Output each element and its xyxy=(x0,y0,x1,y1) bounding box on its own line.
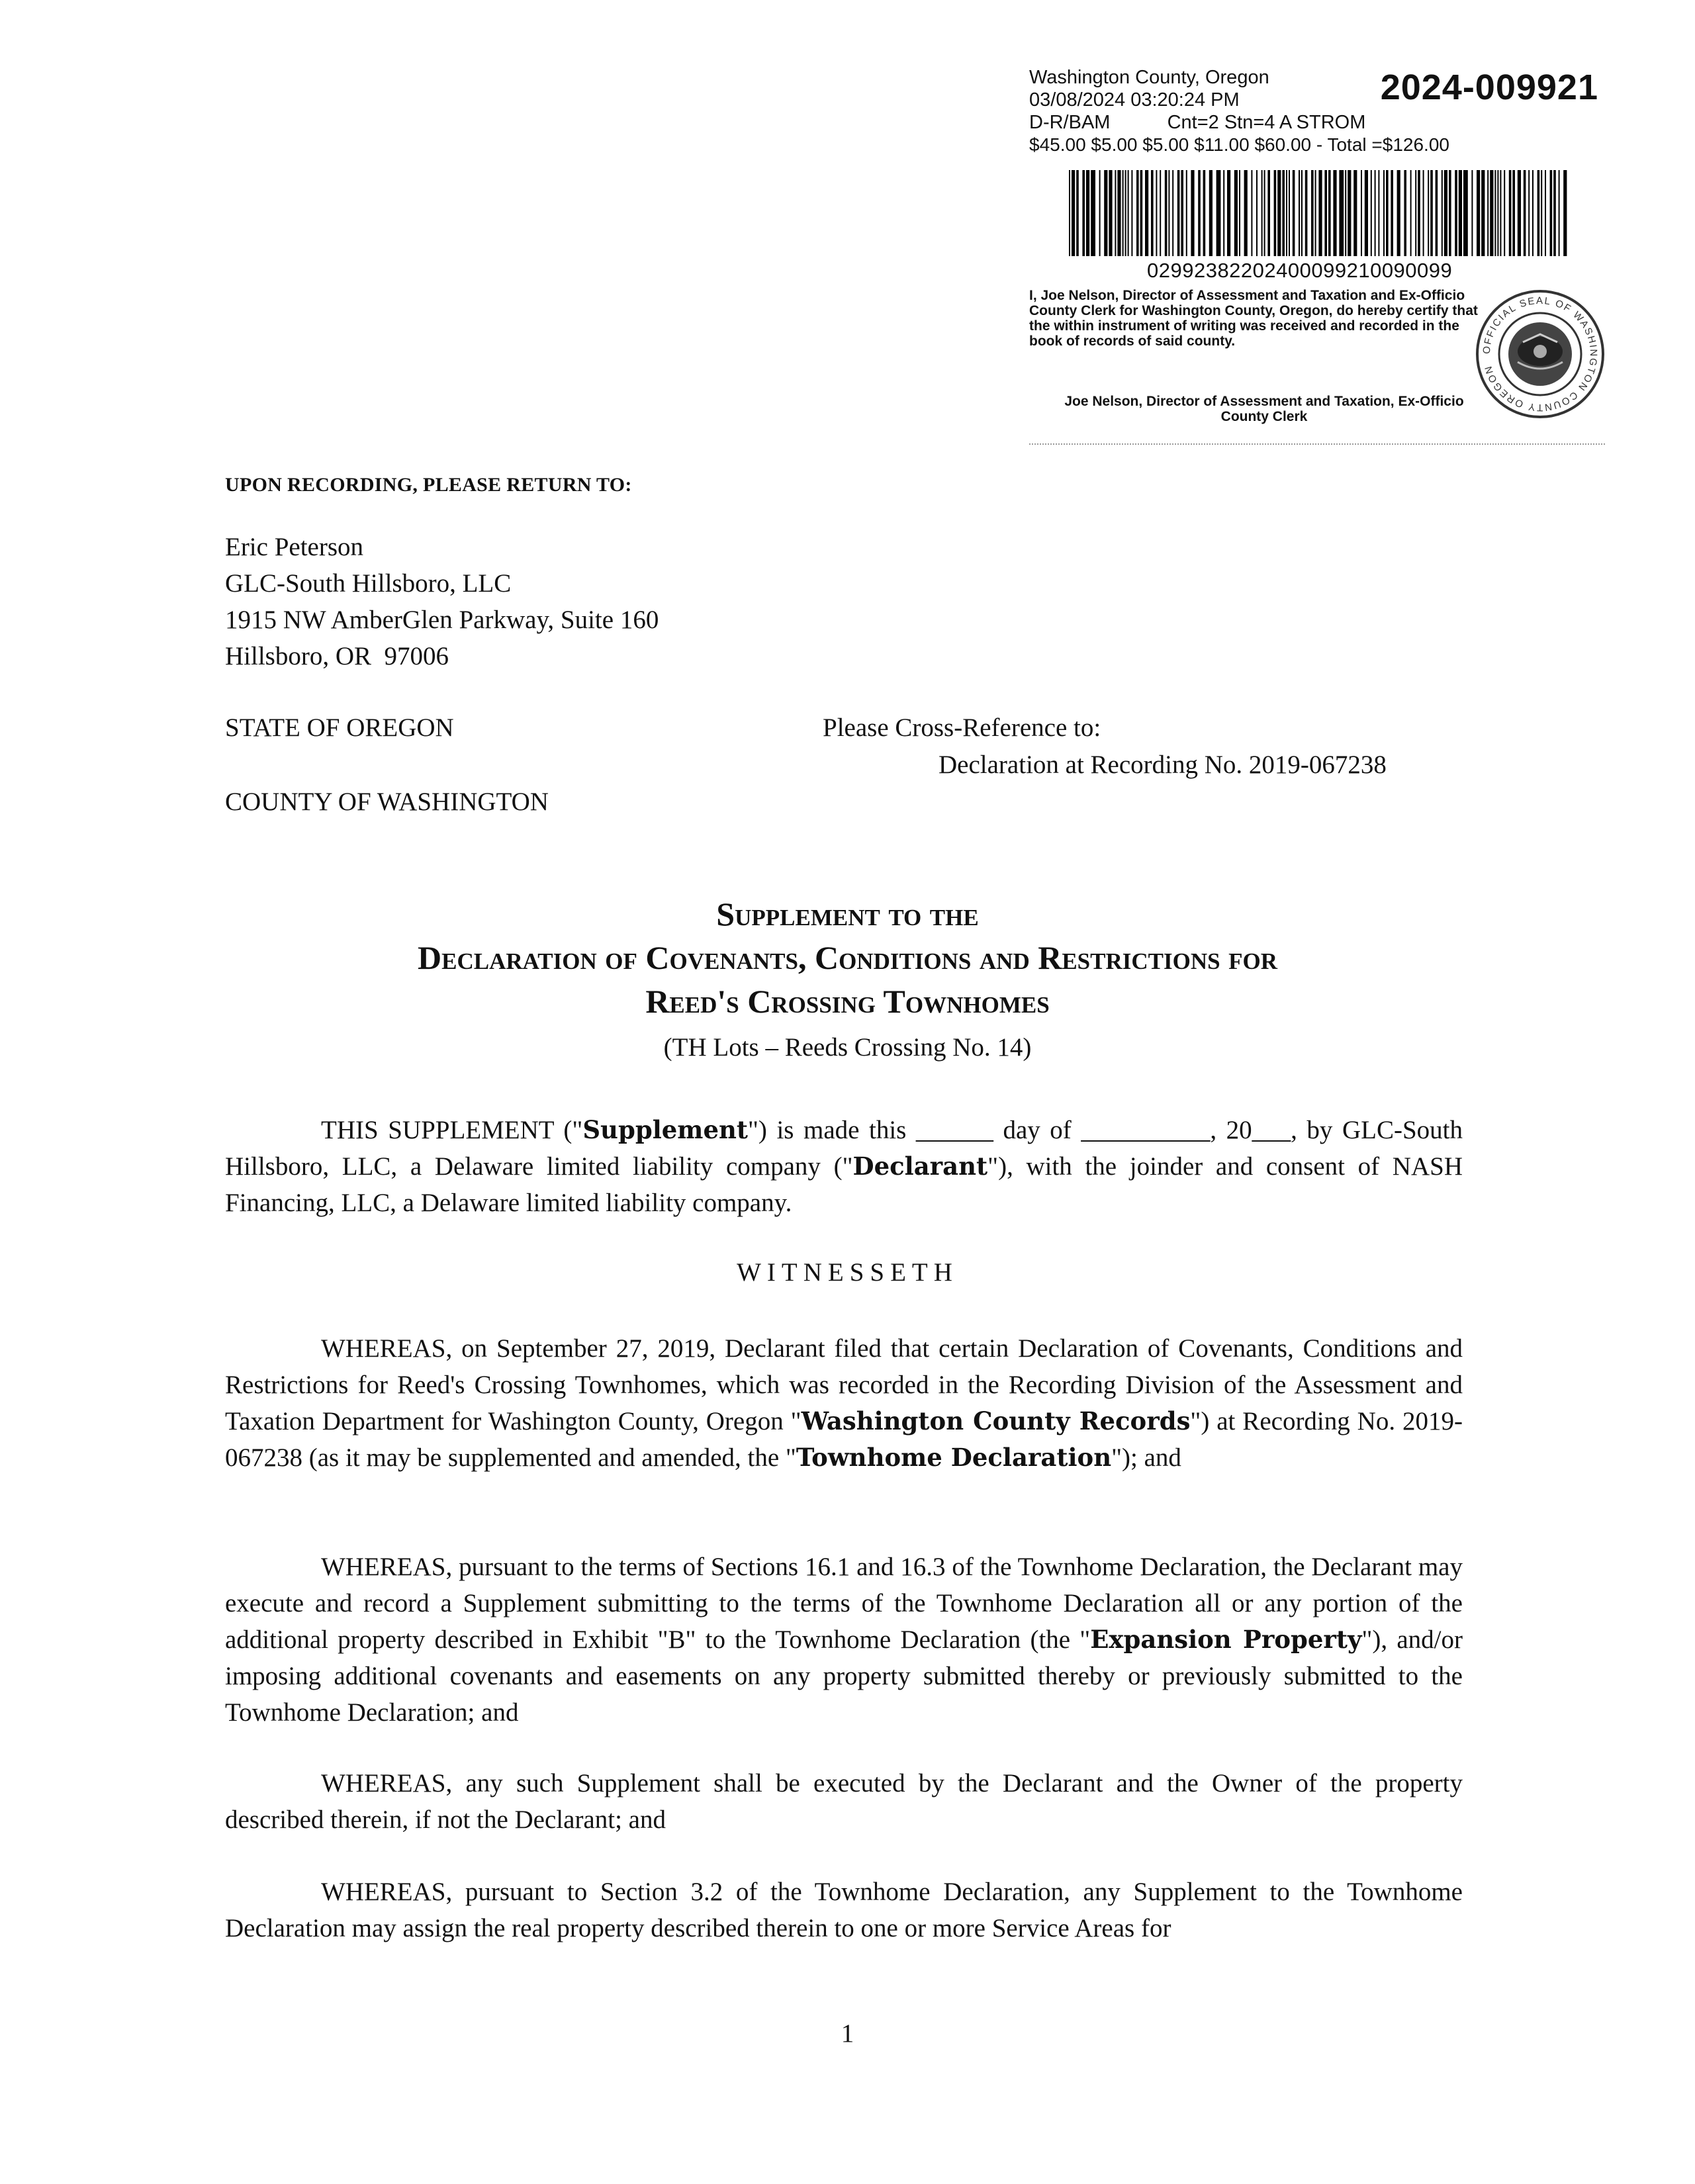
barcode-bar xyxy=(1131,170,1132,256)
return-to-address-line-1: 1915 NW AmberGlen Parkway, Suite 160 xyxy=(225,606,659,634)
stamp-code-value: D-R/BAM xyxy=(1029,112,1111,133)
witnesseth-heading: WITNESSETH xyxy=(737,1258,958,1287)
barcode-bar xyxy=(1353,170,1357,256)
county-caption: COUNTY OF WASHINGTON xyxy=(225,788,549,816)
barcode-bar xyxy=(1076,170,1079,256)
barcode-bar xyxy=(1151,170,1154,256)
barcode-bar xyxy=(1156,170,1157,256)
barcode-bar xyxy=(1541,170,1542,256)
barcode-bar xyxy=(1378,170,1379,256)
barcode-bar xyxy=(1223,170,1224,256)
barcode-bar xyxy=(1069,170,1070,256)
barcode-bar xyxy=(1477,170,1480,256)
barcode-bar xyxy=(1324,170,1327,256)
title-line-1: Supplement to the xyxy=(716,895,979,933)
barcode-bar xyxy=(1072,170,1075,256)
declarant-defined-term: Declarant xyxy=(852,1152,988,1181)
barcode-bar xyxy=(1274,170,1277,256)
barcode-bar xyxy=(1418,170,1420,256)
barcode-bar xyxy=(1125,170,1126,256)
barcode-bar xyxy=(1415,170,1416,256)
barcode-bar xyxy=(1289,170,1290,256)
barcode-bar xyxy=(1537,170,1540,256)
barcode-bar xyxy=(1104,170,1107,256)
barcode-bar xyxy=(1168,170,1169,256)
barcode-bar xyxy=(1145,170,1148,256)
barcode-bar xyxy=(1345,170,1346,256)
stamp-document-number: 2024-009921 xyxy=(1380,68,1598,107)
stamp-fees: $45.00 $5.00 $5.00 $11.00 $60.00 - Total =$126.00 xyxy=(1029,134,1449,155)
washington-county-records-term: Washington County Records xyxy=(801,1406,1191,1435)
barcode-bar xyxy=(1494,170,1496,256)
barcode-bar xyxy=(1442,170,1443,256)
title-line-3: Reed's Crossing Townhomes xyxy=(645,983,1050,1020)
whereas-1-text-1: WHEREAS, on September 27, 2019, Declarant filed that certain Declaration of Covenants, Conditions and Restrictions for Reed's Crossing Townhomes, which was recorded in the Recording Division of the Assessment and Taxation Department for Washington County, Oregon " xyxy=(225,1334,1463,1435)
whereas-2-text-1: WHEREAS, pursuant to the terms of Sections 16.1 and 16.3 of the Townhome Declaration, the Declarant may execute and record a Supplement submitting to the terms of the Townhome Declaration all or any portion of the additional property described in Exhibit "B" to the Townhome Declaration (the " xyxy=(225,1553,1463,1654)
barcode-bar xyxy=(1481,170,1485,256)
barcode-bar xyxy=(1318,170,1322,256)
barcode-bar xyxy=(1140,170,1143,256)
barcode-bar xyxy=(1375,170,1376,256)
barcode-bar xyxy=(1471,170,1473,256)
barcode-bar xyxy=(1455,170,1457,256)
barcode-bar xyxy=(1177,170,1180,256)
barcode-bar xyxy=(1397,170,1400,256)
barcode-bar xyxy=(1091,170,1095,256)
barcode-bar xyxy=(1301,170,1303,256)
supplement-defined-term: Supplement xyxy=(582,1115,748,1144)
return-to-name: Eric Peterson xyxy=(225,533,364,561)
barcode-bar xyxy=(1524,170,1526,256)
barcode-bar xyxy=(1244,170,1248,256)
barcode-bar xyxy=(1086,170,1089,256)
barcode-bar xyxy=(1256,170,1258,256)
barcode-bar xyxy=(1209,170,1213,256)
barcode-number: 02992382202400099210090099 xyxy=(1147,259,1453,282)
barcode-bar xyxy=(1386,170,1389,256)
barcode-bar xyxy=(1559,170,1560,256)
barcode-bar xyxy=(1563,170,1567,256)
return-to-company: GLC-South Hillsboro, LLC xyxy=(225,569,512,598)
barcode-bar xyxy=(1251,170,1252,256)
barcode-bar xyxy=(1136,170,1139,256)
barcode-bar xyxy=(1436,170,1438,256)
barcode-bar xyxy=(1504,170,1505,256)
barcode-bar xyxy=(1203,170,1206,256)
barcode-bar xyxy=(1449,170,1451,256)
barcode-bar xyxy=(1463,170,1468,256)
stamp-code xyxy=(1029,112,1365,133)
barcode-bar xyxy=(1348,170,1351,256)
barcode-bar xyxy=(1512,170,1515,256)
barcode-bar xyxy=(1227,170,1230,256)
barcode-bar xyxy=(1383,170,1385,256)
barcode-bar xyxy=(1239,170,1240,256)
barcode-bar xyxy=(1339,170,1344,256)
stamp-county: Washington County, Oregon xyxy=(1029,67,1269,88)
barcode-bar xyxy=(1109,170,1112,256)
barcode-bar xyxy=(1198,170,1201,256)
whereas-paragraph-3: WHEREAS, any such Supplement shall be executed by the Declarant and the Owner of the property described therein, if not the Declarant; and xyxy=(225,1769,1463,1834)
whereas-paragraph-2 xyxy=(225,1549,1463,1731)
whereas-1-text-3: "); and xyxy=(1111,1443,1181,1472)
barcode-bar xyxy=(1315,170,1316,256)
state-caption: STATE OF OREGON xyxy=(225,713,454,742)
barcode-bar xyxy=(1293,170,1295,256)
barcode-bar xyxy=(1299,170,1300,256)
barcode-bar xyxy=(1361,170,1362,256)
whereas-paragraph-4: WHEREAS, pursuant to Section 3.2 of the Townhome Declaration, any Supplement to the Townhome Declaration may assign the real property described therein to one or more Service Areas for xyxy=(225,1878,1463,1942)
barcode-bar xyxy=(1186,170,1187,256)
return-to-address-line-2: Hillsboro, OR 97006 xyxy=(225,642,449,670)
barcode-bar xyxy=(1191,170,1194,256)
barcode-bar xyxy=(1328,170,1331,256)
barcode-bar xyxy=(1550,170,1553,256)
barcode-bar xyxy=(1487,170,1489,256)
barcode-bar xyxy=(1459,170,1462,256)
barcode-bar xyxy=(1216,170,1221,256)
barcode-bar xyxy=(1497,170,1498,256)
cross-reference-label: Please Cross-Reference to: xyxy=(823,713,1101,742)
barcode-bar xyxy=(1082,170,1085,256)
barcode-bar xyxy=(1545,170,1546,256)
intro-text-1: THIS SUPPLEMENT (" xyxy=(321,1116,583,1144)
title-subtitle: (TH Lots – Reeds Crossing No. 14) xyxy=(663,1033,1032,1062)
barcode-bar xyxy=(1528,170,1530,256)
barcode-bar xyxy=(1444,170,1447,256)
barcode-bar xyxy=(1391,170,1393,256)
barcode xyxy=(1069,170,1572,256)
barcode-bar xyxy=(1122,170,1124,256)
seal-lettering: OFFICIAL SEAL OF WASHINGTON COUNTY OREGON xyxy=(1481,295,1600,414)
page-number: 1 xyxy=(841,2019,854,2048)
barcode-bar xyxy=(1371,170,1372,256)
intro-text-3: "), with the joinder and consent of NASH Financing, LLC, a Delaware limited liability company. xyxy=(225,1152,1463,1217)
barcode-bar xyxy=(1305,170,1308,256)
barcode-bar xyxy=(1286,170,1287,256)
county-seal-icon xyxy=(1474,288,1606,420)
townhome-declaration-term: Townhome Declaration xyxy=(796,1443,1112,1472)
barcode-bar xyxy=(1518,170,1521,256)
barcode-bar xyxy=(1532,170,1534,256)
barcode-bar xyxy=(1333,170,1336,256)
stamp-certification: I, Joe Nelson, Director of Assessment and Taxation and Ex-Officio County Clerk for Washington County, Oregon, do hereby certify that the within instrument of writing was received and recorded in the book of records of said county. xyxy=(1029,288,1478,349)
barcode-bar xyxy=(1117,170,1121,256)
recording-stamp xyxy=(1029,63,1605,447)
barcode-bar xyxy=(1165,170,1168,256)
stamp-signature-line xyxy=(1029,443,1605,445)
barcode-bar xyxy=(1234,170,1238,256)
expansion-property-term: Expansion Property xyxy=(1090,1625,1362,1654)
barcode-bar xyxy=(1509,170,1512,256)
stamp-datetime: 03/08/2024 03:20:24 PM xyxy=(1029,89,1240,111)
barcode-bar xyxy=(1160,170,1161,256)
whereas-2-text-2: "), and/or imposing additional covenants and easements on any property submitted thereby or previously submitted to the Townhome Declaration; and xyxy=(225,1625,1463,1727)
barcode-bar xyxy=(1181,170,1183,256)
barcode-bar xyxy=(1500,170,1501,256)
intro-text-2: ") is made this ______ day of __________, 20___, by GLC-South Hillsboro, LLC, a Delaware limited liability company (" xyxy=(225,1116,1463,1181)
barcode-bar xyxy=(1099,170,1101,256)
barcode-bar xyxy=(1311,170,1314,256)
stamp-counts: Cnt=2 Stn=4 A STROM xyxy=(1167,112,1366,133)
barcode-bar xyxy=(1365,170,1368,256)
barcode-bar xyxy=(1404,170,1406,256)
title-line-2: Declaration of Covenants, Conditions and Restrictions for xyxy=(418,939,1277,976)
barcode-bar xyxy=(1128,170,1129,256)
barcode-bar xyxy=(1261,170,1263,256)
intro-paragraph xyxy=(225,1112,1463,1221)
whereas-1-text-2: ") at Recording No. 2019-067238 (as it may be supplemented and amended, the " xyxy=(225,1407,1463,1472)
barcode-bar xyxy=(1428,170,1429,256)
barcode-bar xyxy=(1267,170,1270,256)
barcode-bar xyxy=(1277,170,1281,256)
barcode-bar xyxy=(1172,170,1173,256)
cross-reference-value: Declaration at Recording No. 2019-067238 xyxy=(939,751,1387,779)
whereas-paragraph-1 xyxy=(225,1330,1463,1476)
barcode-bar xyxy=(1490,170,1493,256)
barcode-bar xyxy=(1423,170,1424,256)
barcode-bar xyxy=(1264,170,1265,256)
barcode-bar xyxy=(1410,170,1412,256)
barcode-bar xyxy=(1553,170,1556,256)
barcode-bar xyxy=(1282,170,1285,256)
barcode-bar xyxy=(1115,170,1116,256)
return-to-heading: UPON RECORDING, PLEASE RETURN TO: xyxy=(225,474,632,496)
barcode-bar xyxy=(1430,170,1433,256)
stamp-signer: Joe Nelson, Director of Assessment and Taxation, Ex-Officio County Clerk xyxy=(1064,394,1464,424)
